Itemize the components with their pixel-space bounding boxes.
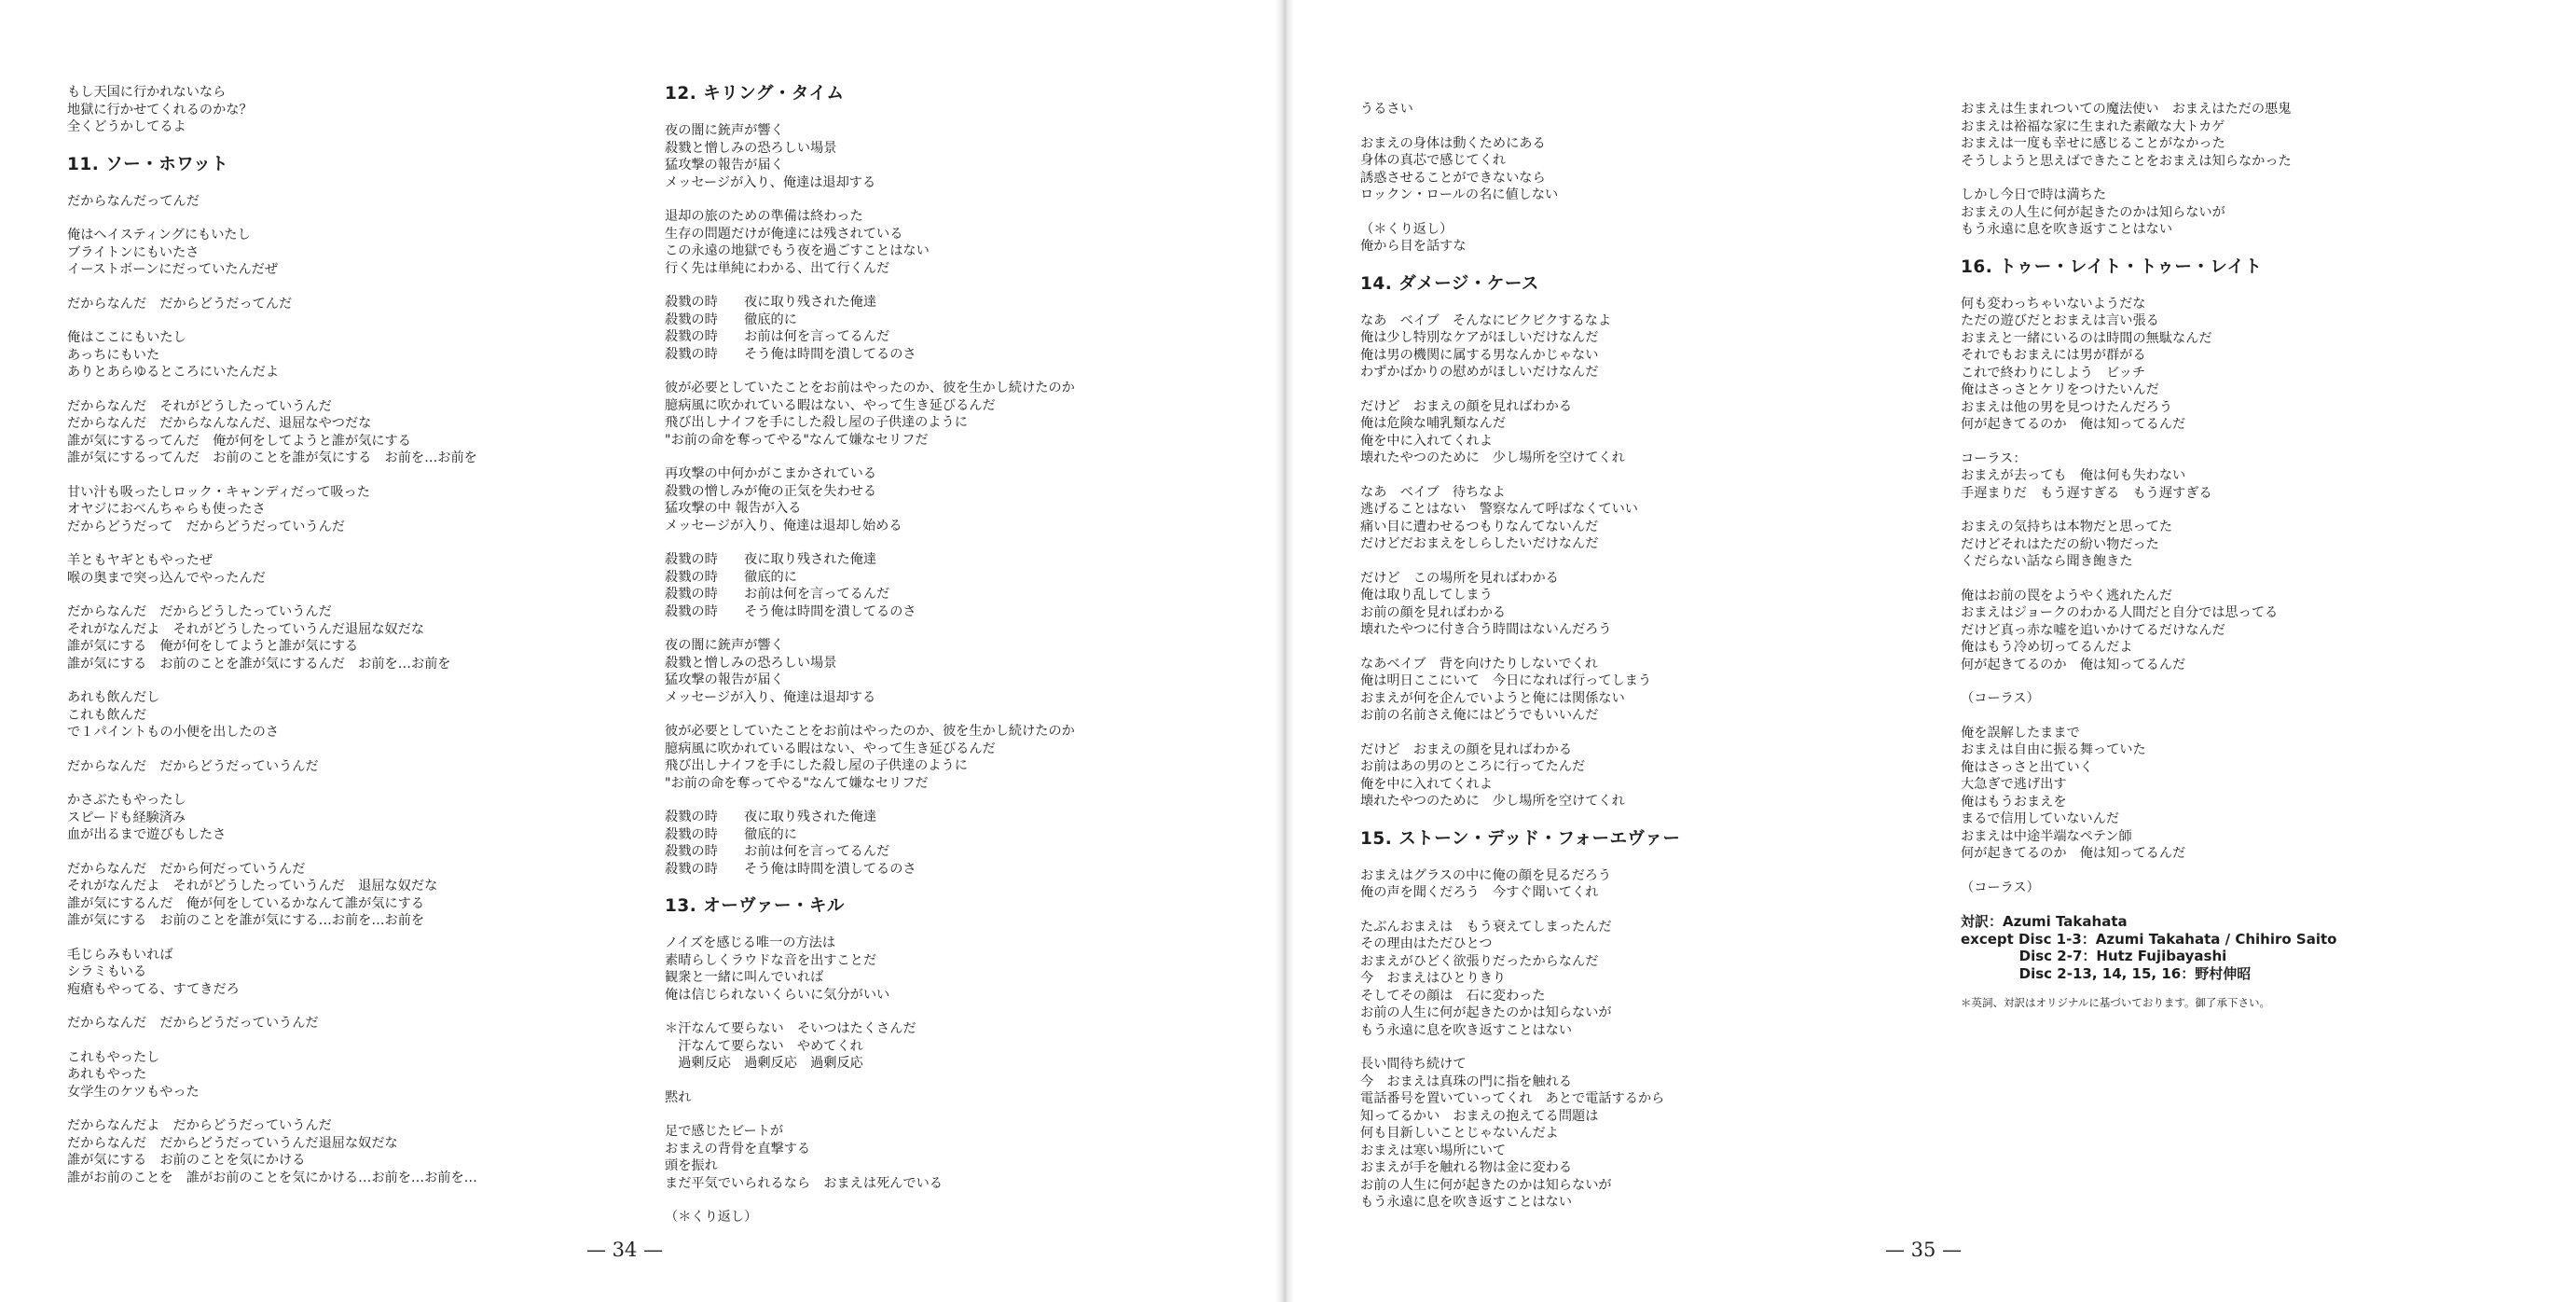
song-title: 15. ストーン・デッド・フォーエヴァー: [1360, 828, 1681, 849]
book-spine: [1275, 0, 1294, 1302]
lyric-stanza: おまえはグラスの中に俺の顔を見るだろう 俺の声を聞くだろう 今すぐ聞いてくれ: [1360, 867, 1612, 900]
lyric-stanza: しかし今日で時は満ちた おまえの人生に何が起きたのかは知らないが もう永遠に息を吹き返すことはない: [1961, 187, 2225, 237]
translation-credits: [1961, 913, 2539, 1010]
page-number-34: — 34 —: [586, 1239, 664, 1261]
lyric-stanza: たぶんおまえは もう衰えてしまったんだ その理由はただひとつ おまえがひどく欲張りだったからなんだ 今 おまえはひとりきり そしてその顔は 石に変わった お前の人生に何が起きたのかは知らないが もう永遠に息を吹き返すことはない: [1360, 919, 1612, 1038]
lyric-stanza: 退却の旅のための準備は終わった 生存の問題だけが俺達には残されている この永遠の地獄でもう夜を過ごすことはない 行く先は単純にわかる、出て行くんだ: [665, 209, 930, 276]
lyric-stanza: 足で感じたビートが おまえの背骨を直撃する 頭を振れ まだ平気でいられるなら おまえは死んでいる: [665, 1124, 943, 1191]
lyric-stanza: だからなんだ だからどうしたっていうんだ それがなんだよ それがどうしたっていうんだ退屈な奴だな 誰が気にする 俺が何をしてようと誰が気にする 誰が気にする お前のことを誰が気にするんだ お前を…お前を: [67, 604, 451, 672]
lyric-stanza: 俺はここにもいたし あっちにもいた ありとあらゆるところにいたんだよ: [67, 330, 280, 380]
lyric-stanza: だけど おまえの顔を見ればわかる お前はあの男のところに行ってたんだ 俺を中に入れてくれよ 壊れたやつのために 少し場所を空けてくれ: [1360, 741, 1625, 809]
lyric-stanza: 甘い汁も吸ったしロック・キャンディだって吸った オヤジにおべんちゃらも使ったさ だからどうだって だからどうだっていうんだ: [67, 484, 370, 534]
lyric-stanza: コーラス： おまえが去っても 俺は何も失わない 手遅まりだ もう遅すぎる もう遅すぎる: [1961, 450, 2212, 501]
lyric-stanza: だからなんだ だからどうだってんだ: [67, 296, 293, 312]
translation-note: ＊英詞、対訳はオリジナルに基づいております。御了承下さい。: [1961, 996, 2271, 1009]
credit-line: 対訳：Azumi Takahata: [1961, 913, 2128, 930]
lyric-stanza: 再攻撃の中何かがこまかされている 殺戮の憎しみが俺の正気を失わせる 猛攻撃の中 報告が入る メッセージが入り、俺達は退却し始める: [665, 466, 902, 533]
lyric-stanza: もし天国に行かれないなら 地獄に行かせてくれるのかな？ 全くどうかしてるよ: [67, 85, 253, 134]
lyric-stanza: だからなんだ だから何だっていうんだ それがなんだよ それがどうしたっていうんだ 退屈な奴だな 誰が気にするんだ 俺が何をしているかなんて誰が気にする 誰が気にする お前のことを誰が気にする…お前を…お前を: [67, 861, 438, 928]
lyric-stanza: うるさい: [1360, 102, 1413, 117]
lyric-stanza: （コーラス）: [1961, 880, 2040, 895]
lyric-stanza: なあ ベイブ 待ちなよ 逃げることはない 警察なんて呼ばなくていい 痛い目に遭わせるつもりなんてないんだ だけどだおまえをしらしたいだけなんだ: [1360, 484, 1638, 551]
lyric-stanza: おまえの気持ちは本物だと思ってた だけどそれはただの紛い物だった くだらない話なら聞き飽きた: [1961, 519, 2173, 569]
lyric-stanza: おまえは生まれついての魔法使い おまえはただの悪鬼 おまえは裕福な家に生まれた素敵な大トカゲ おまえは一度も幸せに感じることがなかった そうしようと思えばできたことをおまえは知らなかった: [1961, 102, 2292, 169]
lyric-stanza: 俺はお前の罠をようやく逃れたんだ おまえはジョークのわかる人間だと自分では思ってる だけど真っ赤な嘘を追いかけてるだけなんだ 俺はもう冷め切ってるんだよ 何が起きてるのか 俺は知ってるんだ: [1961, 588, 2279, 672]
lyric-stanza: ノイズを感じる唯一の方法は 素晴らしくラウドな音を出すことだ 観衆と一緒に叫んでいれば 俺は信じられないくらいに気分がいい: [665, 935, 890, 1003]
lyric-stanza: 殺戮の時 夜に取り残された俺達 殺戮の時 徹底的に 殺戮の時 お前は何を言ってるんだ 殺戮の時 そう俺は時間を潰してるのさ: [665, 295, 916, 362]
lyric-stanza: これもやったし あれもやった 女学生のケツもやった: [67, 1049, 200, 1100]
lyric-stanza: 羊ともヤギともやったぜ 喉の奥まで突っ込んでやったんだ: [67, 553, 266, 586]
lyrics-column-4: [1961, 101, 2539, 1010]
lyric-stanza: 殺戮の時 夜に取り残された俺達 殺戮の時 徹底的に 殺戮の時 お前は何を言ってるんだ 殺戮の時 そう俺は時間を潰してるのさ: [665, 552, 916, 619]
lyric-stanza: （＊くり返し）: [665, 1210, 758, 1225]
lyric-stanza: だからなんだよ だからどうだっていうんだ だからなんだ だからどうだっていうんだ退屈な奴だな 誰が気にする お前のことを気にかける 誰がお前のことを 誰がお前のことを気にかける…お前を…お前を…: [67, 1118, 477, 1185]
song-title: 14. ダメージ・ケース: [1360, 273, 1539, 294]
lyric-stanza: あれも飲んだし これも飲んだ で１パイントもの小便を出したのさ: [67, 690, 280, 740]
lyric-stanza: だからなんだ だからどうだっていうんだ: [67, 758, 319, 774]
lyric-stanza: だからなんだ だからどうだっていうんだ: [67, 1016, 319, 1031]
page-number-35: — 35 —: [1885, 1239, 1963, 1261]
lyric-stanza: だけど おまえの顔を見ればわかる 俺は危険な哺乳類なんだ 俺を中に入れてくれよ 壊れたやつのために 少し場所を空けてくれ: [1360, 398, 1625, 465]
lyric-stanza: なあ ベイブ そんなにビクビクするなよ 俺は少し特別なケアがほしいだけなんだ 俺は男の機関に属する男なんかじゃない わずかばかりの慰めがほしいだけなんだ: [1360, 312, 1612, 380]
lyric-stanza: 黙れ: [665, 1089, 692, 1105]
lyric-stanza: （＊くり返し） 俺から目を話すな: [1360, 221, 1467, 254]
lyric-stanza: 殺戮の時 夜に取り残された俺達 殺戮の時 徹底的に 殺戮の時 お前は何を言ってるんだ 殺戮の時 そう俺は時間を潰してるのさ: [665, 810, 916, 877]
lyric-stanza: だけど この場所を見ればわかる 俺は取り乱してしまう お前の顔を見ればわかる 壊れたやつに付き合う時間はないんだろう: [1360, 570, 1612, 637]
lyric-stanza: 俺はヘイスティングにもいたし ブライトンにもいたさ イーストボーンにだっていたんだぜ: [67, 228, 279, 277]
lyric-stanza: 俺を誤解したままで おまえは自由に振る舞っていた 俺はさっさと出ていく 大急ぎで逃げ出す 俺はもうおまえを まるで信用していないんだ おまえは中途半端なペテン師 何が起きてるのか 俺は知ってるんだ: [1961, 725, 2186, 861]
lyric-stanza: なあベイブ 背を向けたりしないでくれ 俺は明日ここにいて 今日になれば行ってしまう おまえが何を企んでいようと俺には関係ない お前の名前さえ俺にはどうでもいいんだ: [1360, 656, 1652, 723]
song-title: 11. ソー・ホワット: [67, 154, 229, 174]
credit-line: Disc 2-13, 14, 15, 16：野村伸昭: [1961, 964, 2252, 982]
lyric-stanza: （コーラス）: [1961, 691, 2040, 706]
song-title: 13. オーヴァー・キル: [665, 896, 845, 916]
lyric-stanza: 何も変わっちゃいないようだな ただの遊びだとおまえは言い張る おまえと一緒にいるのは時間の無駄なんだ それでもおまえには男が群がる これで終わりにしよう ビッチ 俺はさっさとケリをつけたいんだ おまえは他の男を見つけたんだろう 何が起きてるのか 俺は知ってるんだ: [1961, 296, 2212, 432]
lyric-stanza: だからなんだってんだ: [67, 193, 200, 209]
lyrics-column-2: [665, 65, 1205, 1243]
song-title: 16. トゥー・レイト・トゥー・レイト: [1961, 256, 2263, 277]
lyric-stanza: 夜の闇に銃声が響く 殺戮と憎しみの恐ろしい場景 猛攻撃の報告が届く メッセージが入り、俺達は退却する: [665, 638, 876, 705]
lyric-stanza: おまえの身体は動くためにある 身体の真芯で感じてくれ 誘惑させることができないなら ロックン・ロールの名に値しない: [1360, 135, 1559, 202]
song-title: 12. キリング・タイム: [665, 84, 845, 104]
lyric-stanza: だからなんだ それがどうしたっていうんだ だからなんだ だからなんなんだ、退屈なやつだな 誰が気にするってんだ 俺が何をしてようと誰が気にする 誰が気にするってんだ お前のことを誰が気にする お前を…お前を: [67, 398, 477, 465]
credit-line: except Disc 1-3：Azumi Takahata / Chihiro Saito: [1961, 930, 2337, 948]
lyric-stanza: 彼が必要としていたことをお前はやったのか、彼を生かし続けたのか 臆病風に吹かれている暇はない、やって生き延びるんだ 飛び出しナイフを手にした殺し屋の子供達のように "お前の命を奪ってやる"なんて嫌なセリフだ: [665, 724, 1075, 791]
credit-line: Disc 2-7：Hutz Fujibayashi: [1961, 948, 2227, 964]
lyric-stanza: 毛じらみもいれば シラミもいる 疱瘡もやってる、すてきだろ: [67, 947, 240, 997]
lyrics-column-1: [67, 84, 608, 1203]
lyric-stanza: 彼が必要としていたことをお前はやったのか、彼を生かし続けたのか 臆病風に吹かれている暇はない、やって生き延びるんだ 飛び出しナイフを手にした殺し屋の子供達のように "お前の命を奪ってやる"なんて嫌なセリフだ: [665, 381, 1075, 448]
lyric-stanza: ＊汗なんて要らない そいつはたくさんだ 汗なんて要らない やめてくれ 過剰反応 過剰反応 過剰反応: [665, 1021, 916, 1071]
lyric-stanza: かさぶたもやったし スピードも経験済み 血が出るまで遊びもしたさ: [67, 793, 227, 842]
lyric-stanza: 長い間待ち続けて 今 おまえは真珠の門に指を触れる 電話番号を置いていってくれ あとで電話するから 知ってるかい おまえの抱えてる問題は 何も目新しいことじゃないんだよ おまえは寒い場所にいて おまえが手を触れる物は金に変わる お前の人生に何が起きたのかは知らないが もう永遠に息を吹き返すことはない: [1360, 1057, 1665, 1210]
lyrics-column-3: [1360, 101, 1938, 1228]
lyric-stanza: 夜の闇に銃声が響く 殺戮と憎しみの恐ろしい場景 猛攻撃の報告が届く メッセージが入り、俺達は退却する: [665, 123, 876, 190]
